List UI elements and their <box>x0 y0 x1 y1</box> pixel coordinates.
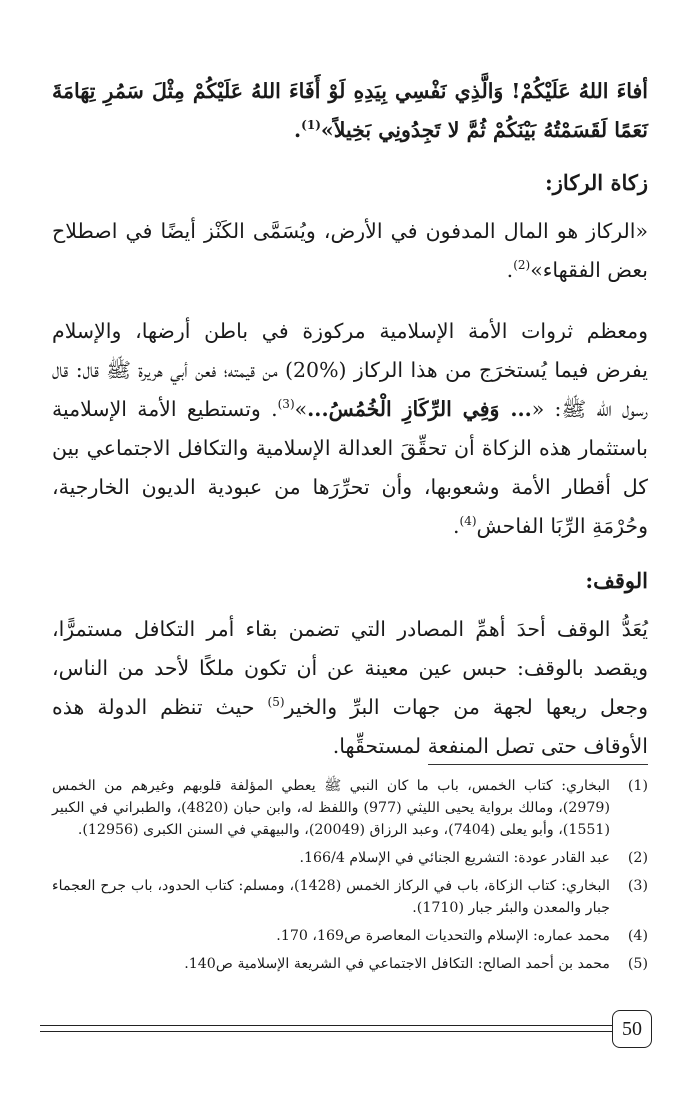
paragraph-waqf <box>52 610 648 766</box>
footnote-ref-5[interactable]: (5) <box>267 695 285 710</box>
footnote-3 <box>52 875 648 919</box>
footnote-ref-4[interactable]: (4) <box>459 514 477 529</box>
footnote-number: (2) <box>627 850 648 866</box>
footnote-text: البخاري: كتاب الزكاة، باب في الركاز الخمس (1428)، ومسلم: كتاب الحدود، باب جرح العجماء جبار والمعدن والبئر جبار (1710). <box>52 878 610 916</box>
quote-close: » <box>294 397 308 421</box>
text-segment: . وتستطيع الأمة الإسلامية باستثمار هذه الزكاة أن تحقِّقَ العدالة الإسلامية والتكافل الاجتماعي بين كل أقطار الأمة وشعوبها، وأن تحرِّرَها من عبودية الديون الخارجية، وحُرْمَةِ الرِّبَا الفاحش <box>52 397 648 538</box>
paragraph-rikaz-definition <box>52 212 648 290</box>
period: . <box>506 258 514 282</box>
footnote-number: (5) <box>627 956 648 972</box>
text-segment: حيث تنظم الدولة هذه الأوقاف حتى تصل المنفعة لمستحقِّها. <box>52 695 648 758</box>
footnote-ref-3[interactable]: (3) <box>277 397 295 412</box>
text-segment: يُعَدُّ الوقف أحدَ أهمِّ المصادر التي تضمن بقاء أمر التكافل مستمرًّا، ويقصد بالوقف: حبس عين معينة عن أن تكون ملكًا لأحد من الناس، وجعل ريعها لجهة من جهات البرِّ والخير <box>52 617 648 719</box>
footnote-ref-1[interactable]: (1) <box>301 118 321 133</box>
paragraph-hadith-continuation <box>52 72 648 150</box>
hadith-quote: ... وَفِي الرِّكَازِ الْخُمُسُ... <box>307 397 532 421</box>
heading-waqf: الوقف: <box>585 568 648 593</box>
heading-zakat-rikaz: زكاة الركاز: <box>545 170 648 195</box>
hadith-text: أفاءَ اللهُ عَلَيْكُمْ! وَالَّذِي نَفْسِي بِيَدِهِ لَوْ أَفَاءَ اللهُ عَلَيْكُمْ مِثْلَ سَمُرِ تِهَامَةَ نَعَمًا لَقَسَمْتُهُ بَيْنَكُمْ ثُمَّ لا تَجِدُونِي بَخِيلاً» <box>52 79 648 142</box>
footnote-separator <box>428 764 648 765</box>
footer-rule <box>40 1025 612 1026</box>
footnote-4 <box>52 925 648 947</box>
text-segment: ومعظم ثروات الأمة الإسلامية مركوزة في باطن أرضها، والإسلام يفرض فيما يُستخرَج من هذا الركاز (%20) من قيمته؛ فعن أبي هريرة ﷺ قال: قال رسول الله ﷺ: « <box>52 319 648 421</box>
footnote-5 <box>52 953 648 975</box>
page-number: 50 <box>612 1010 652 1048</box>
footnote-1 <box>52 775 648 841</box>
footnote-number: (3) <box>627 878 648 894</box>
page-footer <box>40 1010 658 1050</box>
footnote-text: محمد عماره: الإسلام والتحديات المعاصرة ص169، 170. <box>276 928 610 944</box>
footnotes-section <box>52 764 648 981</box>
footnote-text: البخاري: كتاب الخمس، باب ما كان النبي ﷺ يعطي المؤلفة قلوبهم وغيرهم من الخمس (2979)، ومالك برواية يحيى الليثي (977) واللفظ له، وابن حبان (4820)، والطبراني في الكبير (1551)، وأبو يعلى (7404)، وعبد الرزاق (20049)، والبيهقي في السنن الكبرى (12956). <box>52 778 610 838</box>
footnote-2 <box>52 847 648 869</box>
paragraph-rikaz-wealth <box>52 312 648 546</box>
period: . <box>452 514 460 538</box>
footnote-text: عبد القادر عودة: التشريع الجنائي في الإسلام 166/4. <box>299 850 610 866</box>
footnote-number: (1) <box>627 778 648 794</box>
footer-rule <box>40 1031 612 1032</box>
period: . <box>294 118 302 142</box>
footnote-text: محمد بن أحمد الصالح: التكافل الاجتماعي في الشريعة الإسلامية ص140. <box>184 956 610 972</box>
footnote-number: (4) <box>627 928 648 944</box>
footnote-ref-2[interactable]: (2) <box>513 258 531 273</box>
main-text <box>52 72 648 766</box>
definition-text: «الركاز هو المال المدفون في الأرض، ويُسَمَّى الكَنْز أيضًا في اصطلاح بعض الفقهاء» <box>52 219 648 282</box>
